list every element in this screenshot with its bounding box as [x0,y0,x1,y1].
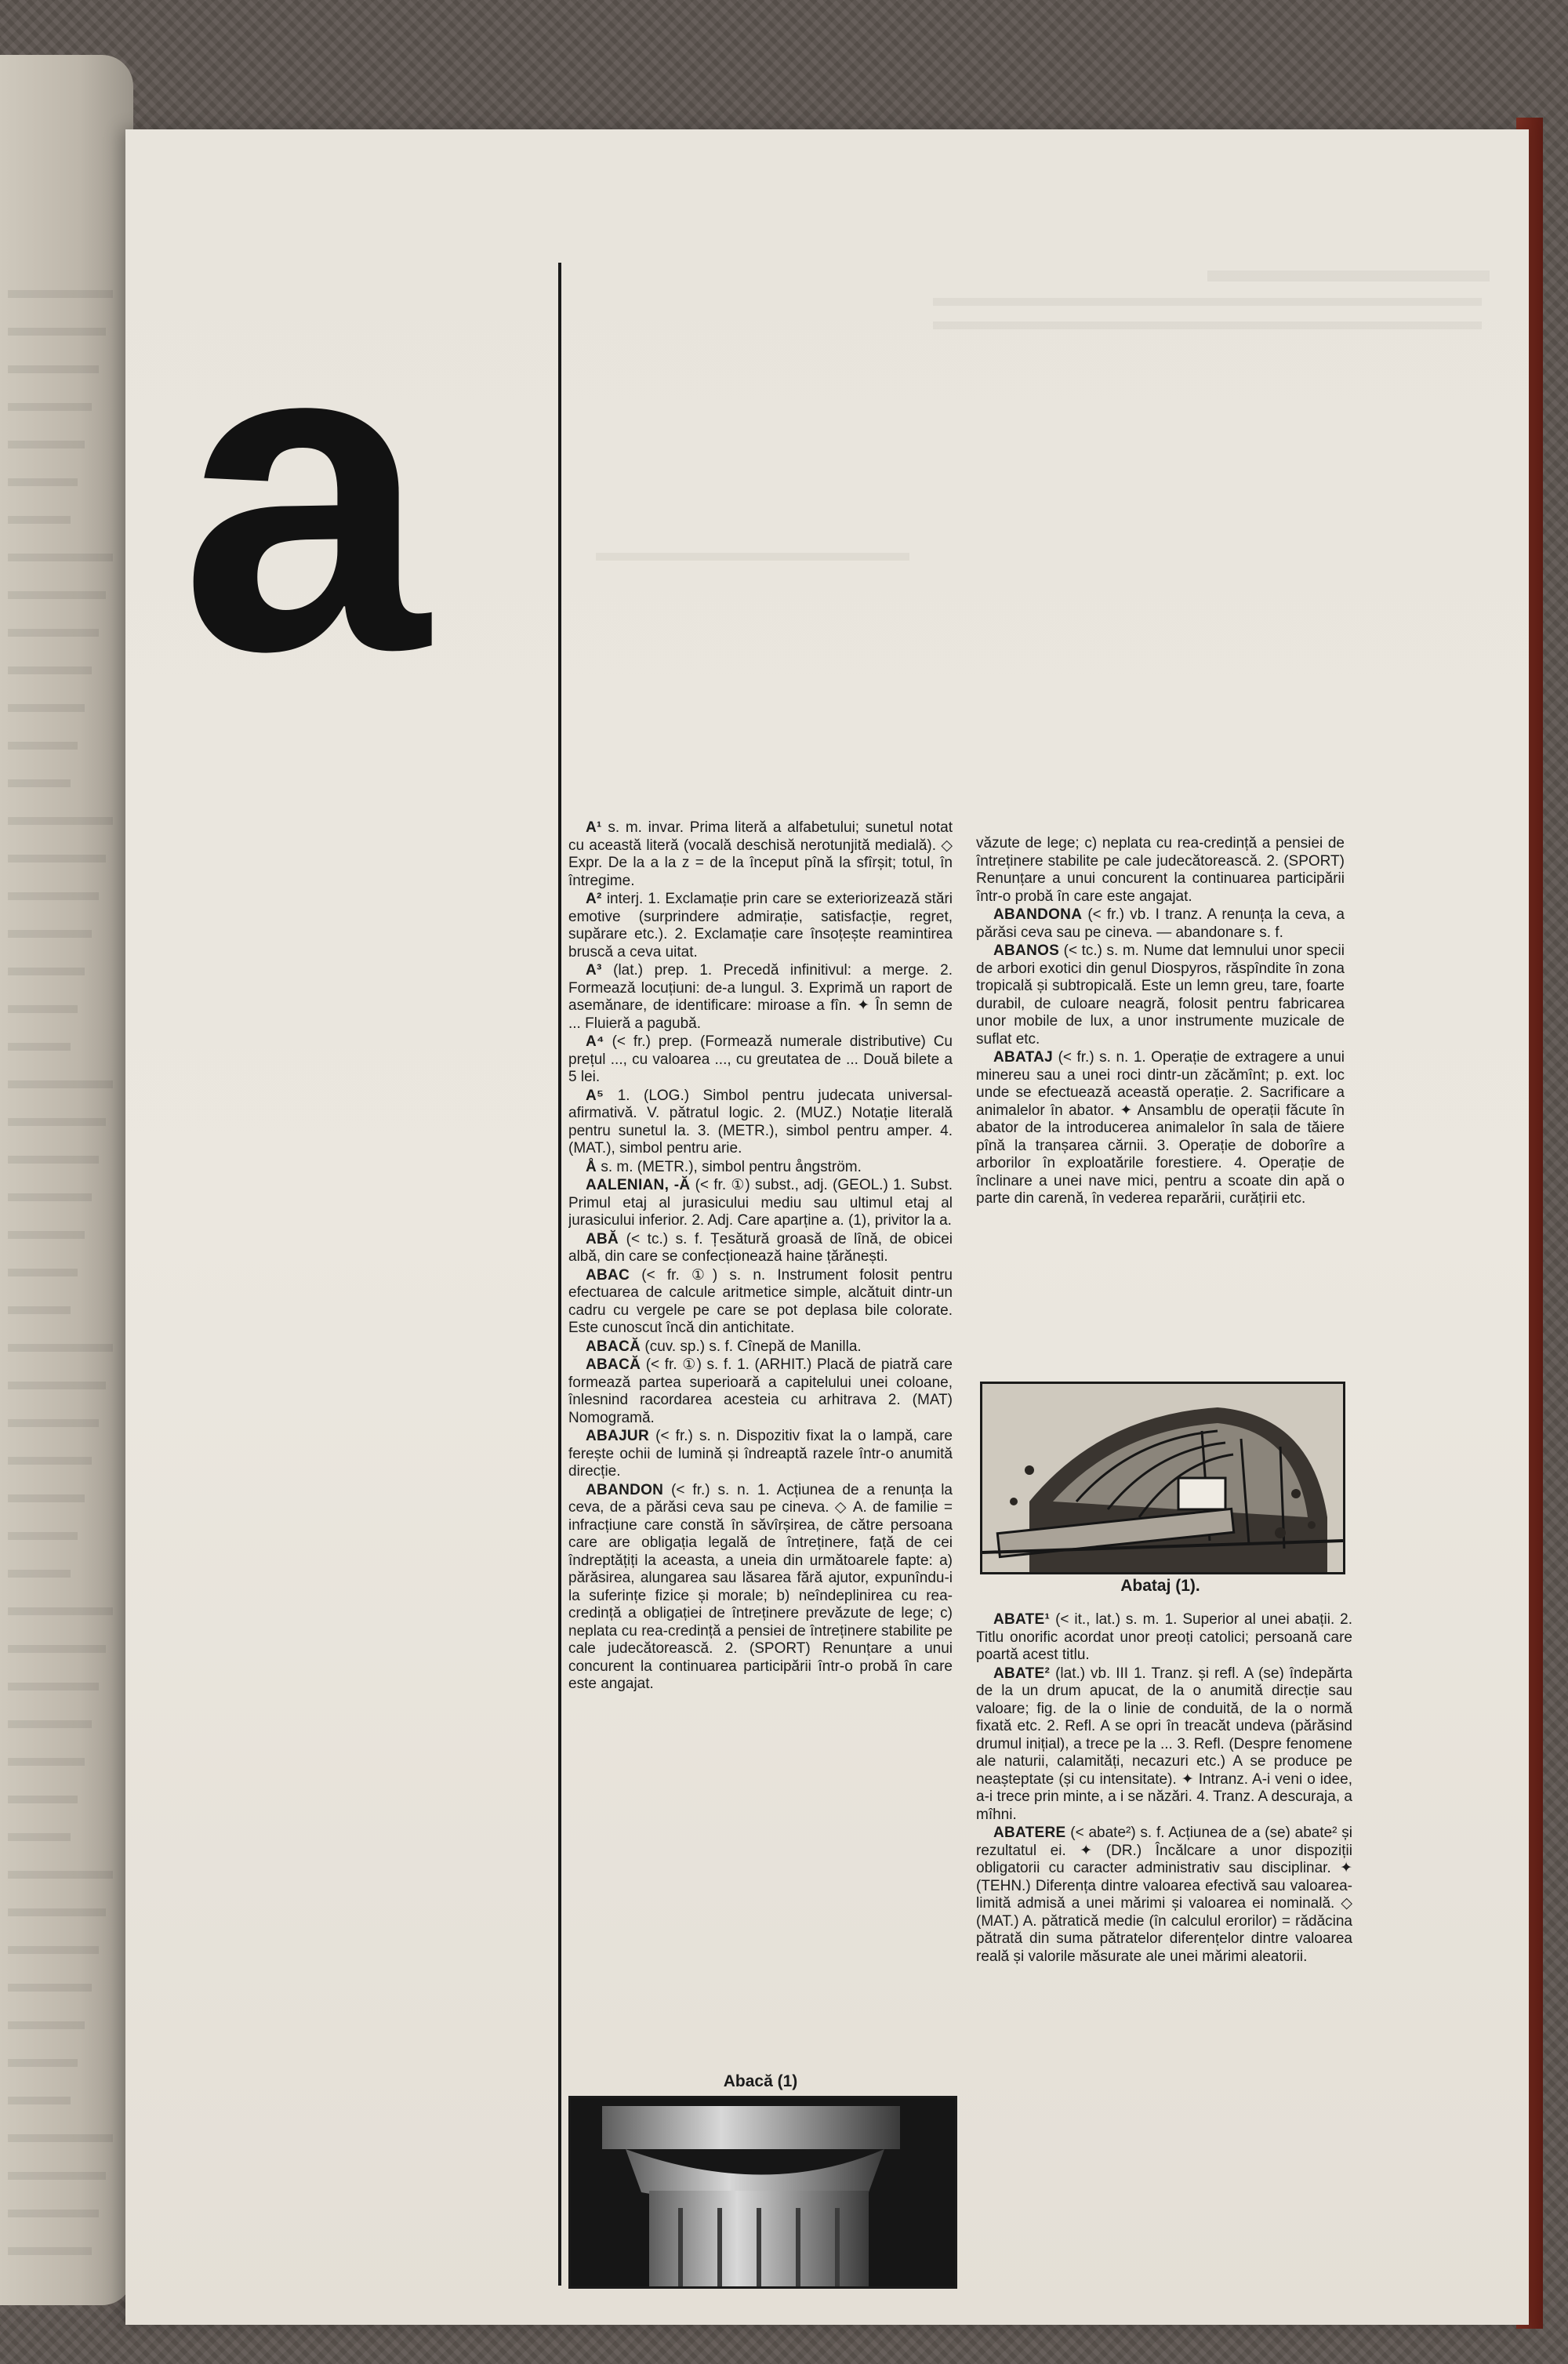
facing-page-text [8,1080,113,1088]
show-through-text [933,298,1482,306]
facing-page-text [8,1494,85,1502]
column-2 [976,835,1345,1376]
facing-page-text [8,629,99,637]
facing-page-text [8,1457,92,1465]
facing-page-text [8,2172,106,2180]
facing-page-text [8,1871,113,1879]
entry-headword: ABANDON [586,1481,664,1498]
facing-page-text [8,1833,71,1841]
facing-page-text [8,591,106,599]
facing-page-text [8,855,106,862]
facing-page-text [8,1532,78,1540]
entry-headword: A² [586,891,602,907]
entry-headword: ABACĂ [586,1356,641,1373]
entry-headword: A³ [586,962,602,979]
dictionary-entry [976,1611,1352,1665]
facing-page-text [8,930,92,938]
entry-definition: (< fr.) s. n. 1. Operație de extragere a unui minereu sau a unei roci dintr-un zăcămînt; p. ext. loc unde se efectuează această operație. 2. Sacrificare a animalelor în abator. ✦ Ansamblu de operații făcute în abator de la introducerea animalelor în sala de tăiere pînă la tranșarea cărnii. 3. Operație de doborîre a arborilor în exploatările forestiere. 4. Operație de înclinare a unei nave mici, pentru a scoate din apă o parte din carenă, în vederea reparării, curățirii etc. [976,1049,1345,1207]
entry-headword: ABATAJ [993,1049,1054,1066]
entry-definition: s. m. invar. Prima literă a alfabetului; sunetul notat cu această literă (vocală deschisă nerotunjită medială). ◇ Expr. De la a la z = de la început pînă la sfîrșit; totul, în întregime. [568,819,953,889]
dictionary-entry [568,1231,953,1266]
show-through-text [933,321,1482,329]
entry-definition: văzute de lege; c) neplata cu rea-credință a pensiei de întreținere stabilite pe cale judecătorească. 2. (SPORT) Renunțare a unui concurent la continuarea participării într-o probă în care este angajat. [976,835,1345,905]
section-letter: a [180,244,422,743]
entry-definition: (lat.) prep. 1. Precedă infinitivul: a merge. 2. Formează locuțiuni: de-a lungul. 3. Exprimă un raport de asemănare, de identificare: miroase a fîn. ✦ În semn de ... Fluieră a pagubă. [568,962,953,1032]
dictionary-entry [976,1049,1345,1208]
facing-page-text [8,1758,85,1766]
dictionary-entry [976,942,1345,1048]
entry-definition: (< tc.) s. m. Nume dat lemnului unor specii de arbori exotici din genul Diospyros, răspîndite în zona tropicală și subtropicală. Este un lemn greu, tare, foarte durabil, de culoare neagră, folosit pentru fabricarea unor mobile de lux, a unor instrumente muzicale de suflat etc. [976,942,1345,1048]
facing-page-text [8,968,85,975]
column-capital-photo [571,2098,955,2286]
column-divider [558,263,561,2286]
dictionary-entry [568,1088,953,1158]
facing-page-text [8,704,85,712]
facing-page-text [8,1908,106,1916]
entry-definition: (< tc.) s. f. Țesătură groasă de lînă, de obicei albă, din care se confecționează haine țărănești. [568,1230,953,1265]
facing-page-text [8,2134,113,2142]
entry-headword: Å [586,1158,597,1175]
show-through-text [1207,271,1490,281]
dictionary-entry [976,906,1345,942]
facing-page-text [8,2210,99,2217]
dictionary-entry [568,1267,953,1338]
entry-headword: A⁴ [586,1033,604,1050]
dictionary-entry [568,962,953,1033]
entry-definition: (< fr. ①) s. n. Instrument folosit pentru efectuarea de calcule aritmetice simple, alcătuit dintr-un cadru cu vergele pe care se pot deplasa bile colorate. Este cunoscut încă din antichitate. [568,1266,953,1336]
entry-definition: (< fr. ①) subst., adj. (GEOL.) 1. Subst. Primul etaj al jurasicului mediu sau ultimul etaj al jurasicului inferior. 2. Adj. Care aparține a. (1), privitor la a. [568,1177,953,1229]
facing-page-text [8,1231,85,1239]
facing-page-text [8,1306,71,1314]
facing-page-text [8,1156,99,1164]
abataj-caption: Abataj (1). [1120,1577,1200,1595]
entry-headword: ABAC [586,1266,630,1284]
entry-headword: ABANDONA [993,906,1083,923]
show-through-text [596,553,909,561]
facing-page-text [8,666,92,674]
entry-definition: (< fr.) s. n. Dispozitiv fixat la o lampă, care ferește ochii de lumină și îndreaptă razele într-o anumită direcție. [568,1428,953,1480]
facing-page-text [8,441,85,448]
entry-definition: (< it., lat.) s. m. 1. Superior al unei abații. 2. Titlu onorific acordat unor preoți catolici; persoană care poartă acest titlu. [976,1611,1352,1663]
abataj-illustration [980,1382,1345,1574]
entry-headword: A⁵ [586,1087,604,1104]
entry-headword: ABANOS [993,942,1060,959]
entry-headword: ABACĂ [586,1338,641,1355]
facing-page-text [8,817,113,825]
facing-page-text [8,1570,71,1578]
facing-page-text [8,2247,92,2255]
dictionary-entry [976,835,1345,906]
facing-page-text [8,779,71,787]
facing-page-text [8,1645,106,1653]
facing-page-text [8,1118,106,1126]
entry-headword: ABAJUR [586,1428,649,1444]
facing-page-text [8,1984,92,1992]
dictionary-entry [568,1159,953,1177]
facing-page-text [8,1005,78,1013]
facing-page-text [8,2059,78,2067]
facing-page-text [8,2097,71,2104]
facing-page-text [8,1419,99,1427]
entry-definition: (cuv. sp.) s. f. Cînepă de Manilla. [644,1338,862,1355]
dictionary-entry [976,1825,1352,1966]
facing-page-text [8,403,92,411]
entry-definition: interj. 1. Exclamație prin care se exteriorizează stări emotive (surprindere admirație, satisfacție, regret, supărare etc.). 2. Exclamație care însoțește reamintirea bruscă a ceva uitat. [568,891,953,960]
entry-headword: ABĂ [586,1230,619,1247]
entry-definition: (lat.) vb. III 1. Tranz. și refl. A (se) îndepărta de la un drum apucat, de la o anumită direcție sau valoare; fig. de la o linie de conduită, de la o normă fixată etc. 2. Refl. A se opri în treacăt undeva (părăsind drumul inițial), a trece pe la ... 3. Refl. (Despre fenomene ale naturii, calamități, necazuri etc.) A se produce pe neașteptate (și cu intensitate). ✦ Intranz. A-i veni o idee, a-i trece prin minte, a i se năzări. 4. Tranz. A descuraja, a mîhni. [976,1665,1352,1823]
entry-definition: 1. (LOG.) Simbol pentru judecata universal-afirmativă. V. pătratul logic. 2. (MUZ.) Notație literală pentru sunetul la. 3. (METR.), simbol pentru amper. 4. (MAT.), simbol pentru arie. [568,1087,953,1157]
facing-page-text [8,1683,99,1690]
dictionary-entry [568,1338,953,1356]
entry-headword: ABATE² [993,1665,1051,1682]
facing-page-text [8,1720,92,1728]
dictionary-entry [568,1033,953,1087]
dictionary-entry [568,891,953,961]
facing-page-text [8,365,99,373]
facing-page-text [8,2021,85,2029]
facing-page-text [8,290,113,298]
facing-page-text [8,1382,106,1389]
entry-definition: (< fr. ①) s. f. 1. (ARHIT.) Placă de piatră care formează partea superioară a capitelului unei coloane, înlesnind racordarea acesteia cu arhitrava 2. (MAT) Nomogramă. [568,1356,953,1426]
entry-definition: (< fr.) s. n. 1. Acțiunea de a renunța la ceva, de a părăsi ceva sau pe cineva. ◇ A. de familie = infracțiune care constă în săvîrșirea, de către persoana care are obligația legală de întreținere, față de cei îndreptățiți la aceasta, a uneia din următoarele fapte: a) părăsirea, alungarea sau lăsarea fără ajutor, expunîndu-i la suferințe fizice și morale; b) neîndeplinirea cu rea-credință a obligației de întreținere prevăzute de lege; c) neplata cu rea-credință a pensiei de întreținere stabilite pe cale judecătorească. 2. (SPORT) Renunțare a unui concurent la continuarea participării într-o probă în care este angajat. [568,1481,953,1692]
entry-headword: AALENIAN, -Ă [586,1177,691,1193]
facing-page-text [8,1796,78,1803]
facing-page [0,55,133,2305]
facing-page-text [8,328,106,336]
abaca-caption: Abacă (1) [723,2072,798,2090]
facing-page-text [8,1946,99,1954]
dictionary-entry [568,1356,953,1427]
entry-headword: ABATERE [993,1825,1066,1841]
facing-page-text [8,1607,113,1615]
entry-definition: (< abate²) s. f. Acțiunea de a (se) abate² și rezultatul ei. ✦ (DR.) Încălcare a unor dispoziții obligatorii cu caracter administrativ sau disciplinar. ✦ (TEHN.) Diferența dintre valoarea efectivă sau valoarea-limită admisă a unei mărimi și valoarea ei nominală. ◇ (MAT.) A. pătratică medie (în calculul erorilor) = rădăcina pătrată din suma pătratelor diferențelor dintre valoarea reală și valorile măsurate ale unei mărimi aleatorii. [976,1825,1352,1965]
entry-headword: ABATE¹ [993,1611,1051,1628]
facing-page-text [8,516,71,524]
facing-page-text [8,1043,71,1051]
entry-definition: s. m. (METR.), simbol pentru ångström. [601,1158,862,1175]
entry-definition: (< fr.) prep. (Formează numerale distributive) Cu prețul ..., cu valoarea ..., cu greutatea de ... Două bilete a 5 lei. [568,1033,953,1085]
facing-page-text [8,892,99,900]
facing-page-text [8,1193,92,1201]
column-1 [568,819,953,2066]
mine-tunnel-drawing [982,1384,1343,1572]
dictionary-entry [976,1665,1352,1825]
facing-page-text [8,478,78,486]
dictionary-entry [568,1177,953,1230]
dictionary-entry [568,1428,953,1481]
facing-page-text [8,554,113,561]
dictionary-entry [568,819,953,890]
facing-page-text [8,742,78,750]
facing-page-text [8,1344,113,1352]
entry-headword: A¹ [586,819,602,836]
dictionary-entry [568,1482,953,1694]
column-3 [976,1611,1352,2286]
entry-definition: (< fr.) vb. I tranz. A renunța la ceva, a părăsi ceva sau pe cineva. — abandonare s. f. [976,906,1345,941]
dictionary-page [125,129,1529,2325]
abaca-photo [568,2096,957,2289]
facing-page-text [8,1269,78,1276]
